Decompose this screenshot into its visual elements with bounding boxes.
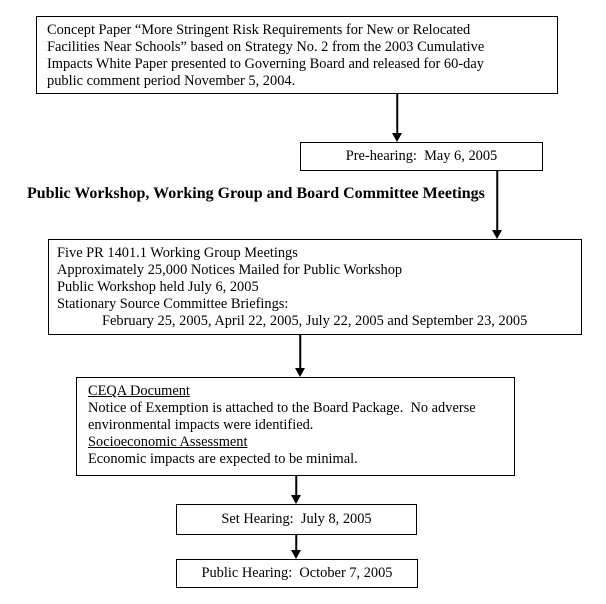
pre-hearing-box <box>300 142 543 171</box>
text-line: Economic impacts are expected to be minimal. <box>88 451 358 467</box>
arrowhead-icon <box>291 550 301 559</box>
ceqa-box <box>76 377 515 476</box>
arrow-shaft <box>299 335 301 371</box>
public-hearing-box <box>176 559 418 588</box>
text-line: Concept Paper “More Stringent Risk Requirements for New or Relocated <box>47 22 471 38</box>
text-line: Facilities Near Schools” based on Strategy No. 2 from the 2003 Cumulative <box>47 39 485 55</box>
pre-hearing-label: Pre-hearing: May 6, 2005 <box>345 148 498 164</box>
section-heading: Public Workshop, Working Group and Board Committee Meetings <box>27 185 485 202</box>
arrow-set-hearing-to-public-hearing <box>291 535 301 559</box>
set-hearing-label: Set Hearing: July 8, 2005 <box>221 511 372 527</box>
arrow-shaft <box>396 94 398 136</box>
arrowhead-icon <box>392 133 402 142</box>
arrow-workshop-to-ceqa <box>295 335 305 377</box>
text-line: public comment period November 5, 2004. <box>47 73 296 89</box>
arrowhead-icon <box>492 230 502 239</box>
text-line: Notice of Exemption is attached to the Board Package. No adverse <box>88 400 476 416</box>
arrow-concept-to-prehearing <box>392 94 402 142</box>
concept-paper-box <box>36 16 558 94</box>
text-line: environmental impacts were identified. <box>88 417 314 433</box>
arrow-ceqa-to-set-hearing <box>291 476 301 504</box>
arrowhead-icon <box>291 495 301 504</box>
arrow-shaft <box>496 170 498 233</box>
text-line: Public Workshop held July 6, 2005 <box>57 279 259 295</box>
text-line: Impacts White Paper presented to Governing Board and released for 60-day <box>47 56 484 72</box>
arrowhead-icon <box>295 368 305 377</box>
workshop-meetings-box <box>48 239 582 335</box>
text-line: Approximately 25,000 Notices Mailed for Public Workshop <box>57 262 403 278</box>
arrow-prehearing-to-workshop <box>492 170 502 239</box>
text-line: February 25, 2005, April 22, 2005, July 22, 2005 and September 23, 2005 <box>102 313 528 329</box>
set-hearing-box <box>176 504 417 535</box>
public-hearing-label: Public Hearing: October 7, 2005 <box>201 565 393 581</box>
socioeconomic-assessment-heading: Socioeconomic Assessment <box>88 434 248 450</box>
text-line: Stationary Source Committee Briefings: <box>57 296 289 312</box>
ceqa-document-heading: CEQA Document <box>88 383 190 399</box>
text-line: Five PR 1401.1 Working Group Meetings <box>57 245 298 261</box>
